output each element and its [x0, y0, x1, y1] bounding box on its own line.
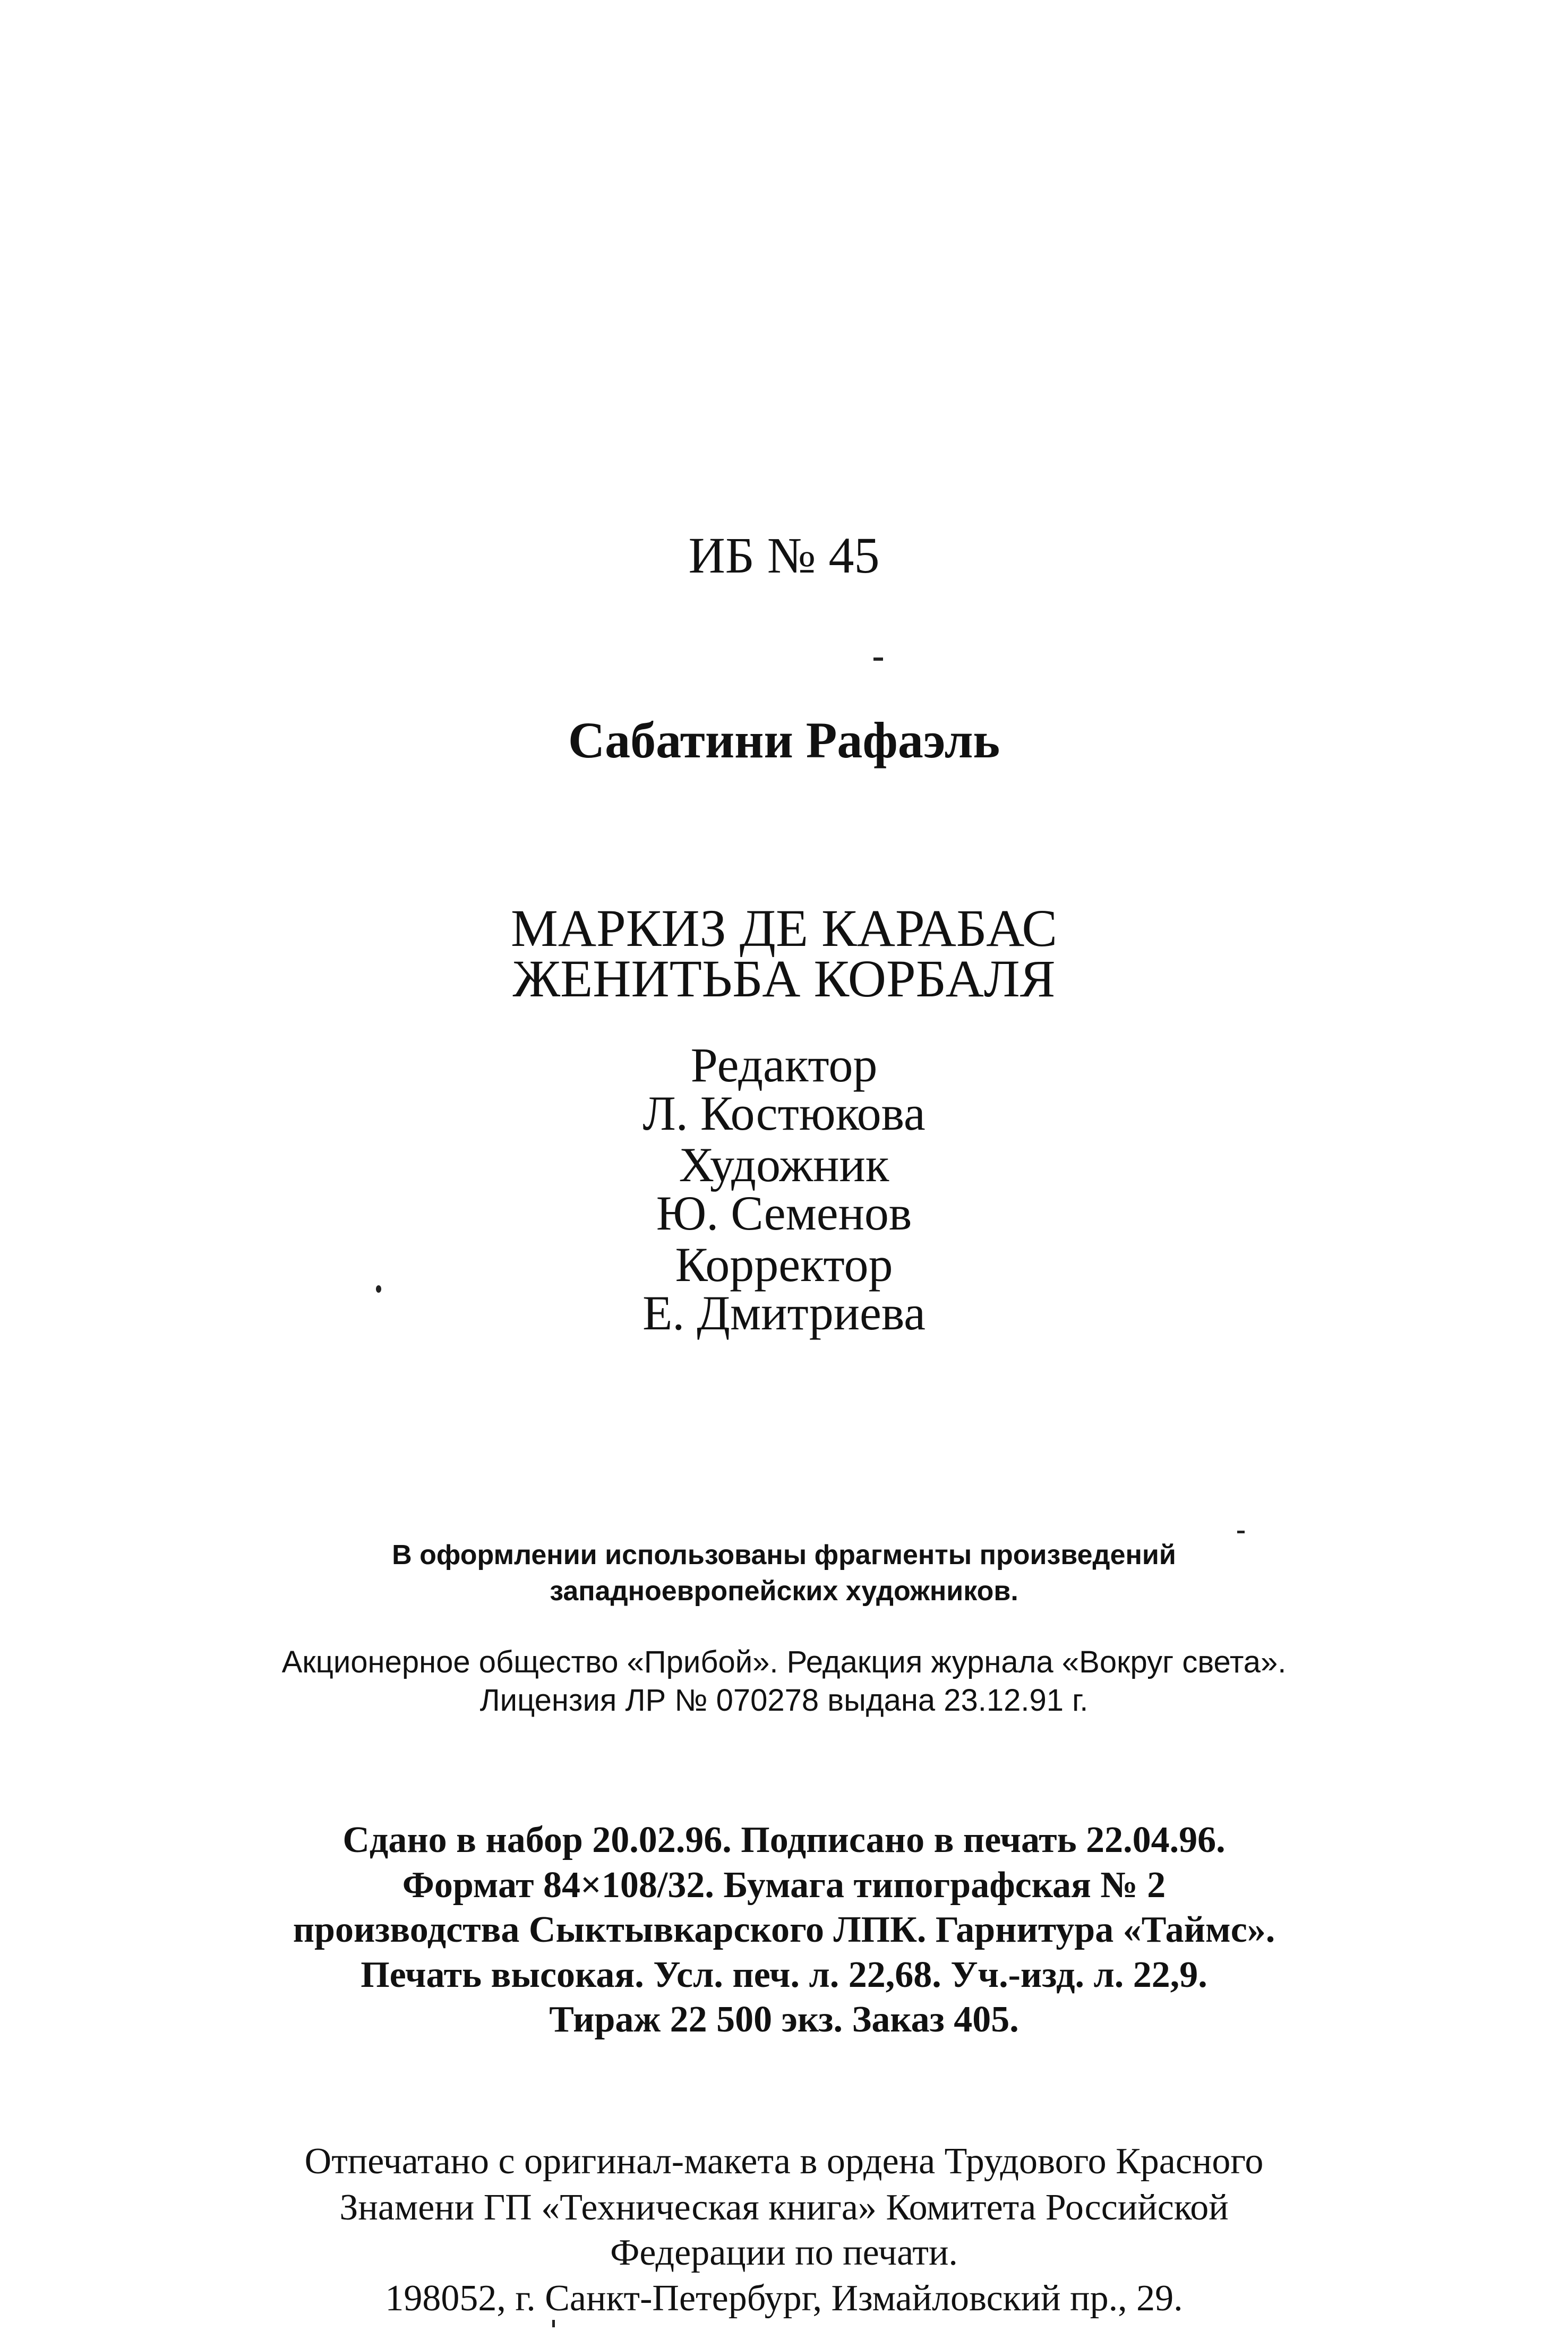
license-line: Лицензия ЛР № 070278 выдана 23.12.91 г. — [479, 1683, 1089, 1718]
design-note-line: западноевропейских художников. — [550, 1576, 1018, 1607]
book-title-2: ЖЕНИТЬБА КОРБАЛЯ — [512, 949, 1056, 1008]
printer-address: 198052, г. Санкт-Петербург, Измайловский пр., 29. — [385, 2278, 1183, 2319]
credit-role-editor: Редактор — [690, 1038, 878, 1092]
printer-line: Знамени ГП «Техническая книга» Комитета Российской — [339, 2187, 1229, 2228]
print-speck — [376, 1285, 381, 1293]
credit-name-artist: Ю. Семенов — [656, 1186, 912, 1240]
credit-name-proofreader: Е. Дмитриева — [642, 1286, 926, 1340]
imprint-line: Тираж 22 500 экз. Заказ 405. — [549, 1999, 1019, 2040]
print-speck — [1237, 1531, 1245, 1533]
publisher-line: Акционерное общество «Прибой». Редакция журнала «Вокруг света». — [281, 1645, 1287, 1679]
print-speck — [552, 2320, 555, 2327]
print-speck — [873, 658, 883, 661]
imprint-line: производства Сыктывкарского ЛПК. Гарнитура «Таймс». — [293, 1909, 1275, 1950]
printer-line: Федерации по печати. — [610, 2232, 958, 2273]
imprint-line: Печать высокая. Усл. печ. л. 22,68. Уч.-изд. л. 22,9. — [361, 1954, 1207, 1995]
credit-name-editor: Л. Костюкова — [642, 1086, 926, 1140]
ib-number: ИБ № 45 — [688, 527, 880, 584]
printer-line: Отпечатано с оригинал-макета в ордена Трудового Красного — [304, 2141, 1264, 2182]
credit-role-proofreader: Корректор — [675, 1237, 893, 1292]
book-title-1: МАРКИЗ ДЕ КАРАБАС — [510, 899, 1058, 958]
design-note-line: В оформлении использованы фрагменты произведений — [392, 1540, 1176, 1570]
credit-role-artist: Художник — [679, 1138, 889, 1192]
imprint-line: Сдано в набор 20.02.96. Подписано в печать 22.04.96. — [342, 1820, 1226, 1860]
author-name: Сабатини Рафаэль — [568, 712, 1000, 769]
imprint-line: Формат 84×108/32. Бумага типографская № 2 — [402, 1865, 1166, 1906]
